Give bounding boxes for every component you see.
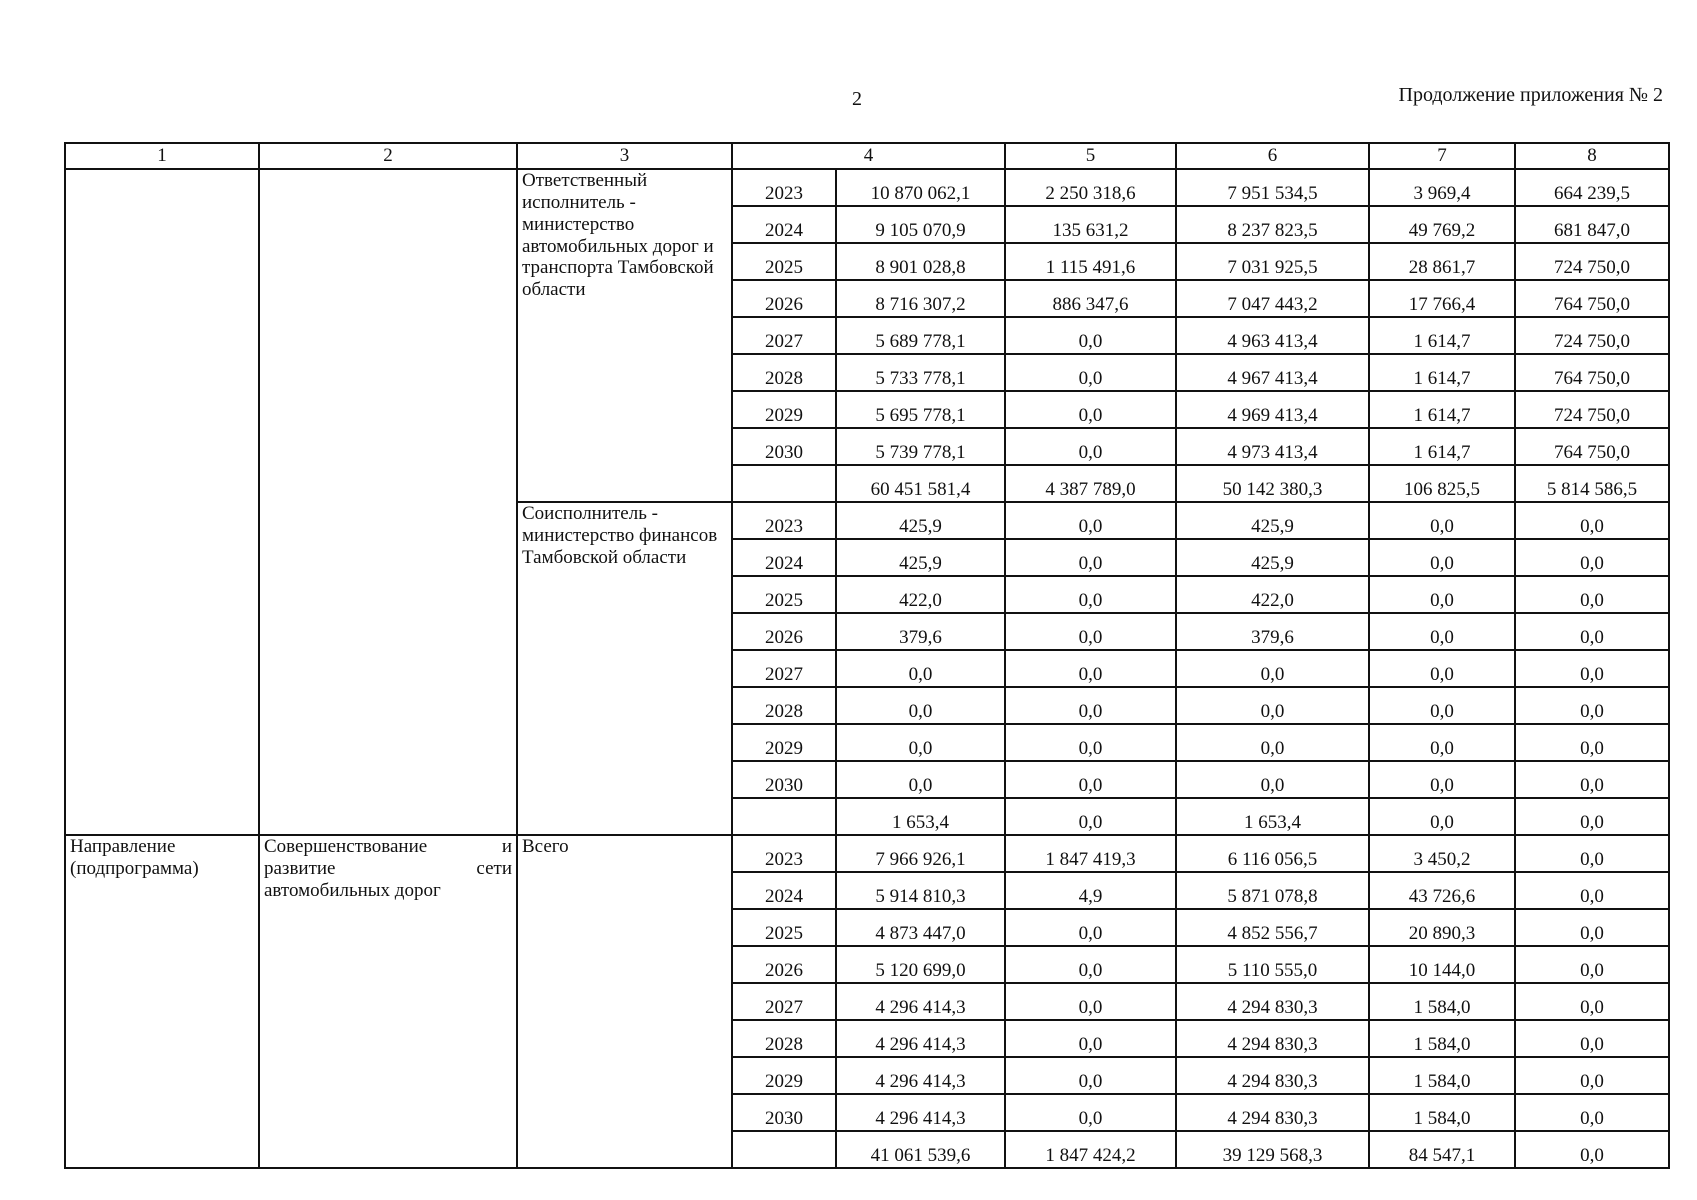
value-col8: 0,0 [1515,1094,1669,1131]
value-col5: 2 250 318,6 [1005,169,1176,206]
value-col4: 10 870 062,1 [836,169,1005,206]
value-col8: 0,0 [1515,1057,1669,1094]
year-cell: 2026 [732,613,836,650]
value-col8: 0,0 [1515,687,1669,724]
value-col6: 4 969 413,4 [1176,391,1369,428]
year-cell: 2024 [732,872,836,909]
year-cell: 2030 [732,428,836,465]
value-col6: 1 653,4 [1176,798,1369,835]
value-col7: 17 766,4 [1369,280,1515,317]
value-col5: 0,0 [1005,650,1176,687]
value-col5: 0,0 [1005,317,1176,354]
value-col7: 1 614,7 [1369,354,1515,391]
value-col8: 764 750,0 [1515,428,1669,465]
value-col6: 8 237 823,5 [1176,206,1369,243]
executor-cell: Соисполнитель - министерство финансов Тамбовской области [517,502,732,835]
year-cell: 2025 [732,243,836,280]
value-col7: 20 890,3 [1369,909,1515,946]
value-col7: 1 584,0 [1369,1057,1515,1094]
value-col5: 4,9 [1005,872,1176,909]
table-row [65,835,1669,872]
year-cell: 2023 [732,169,836,206]
value-col4: 0,0 [836,761,1005,798]
year-cell: 2027 [732,317,836,354]
col-header-1: 1 [65,143,259,169]
value-col4: 8 716 307,2 [836,280,1005,317]
value-col5: 0,0 [1005,502,1176,539]
value-col8: 0,0 [1515,650,1669,687]
name-cell [259,169,517,835]
value-col7: 1 584,0 [1369,1020,1515,1057]
value-col7: 84 547,1 [1369,1131,1515,1168]
table-row [65,169,1669,206]
direction-cell: Направление (подпрограмма) [65,835,259,1168]
value-col8: 0,0 [1515,1020,1669,1057]
year-cell: 2026 [732,946,836,983]
value-col8: 0,0 [1515,539,1669,576]
value-col8: 664 239,5 [1515,169,1669,206]
value-col4: 379,6 [836,613,1005,650]
value-col4: 5 733 778,1 [836,354,1005,391]
value-col8: 0,0 [1515,946,1669,983]
page-number: 2 [852,88,862,110]
value-col4: 4 296 414,3 [836,983,1005,1020]
value-col5: 0,0 [1005,428,1176,465]
col-header-6: 6 [1176,143,1369,169]
value-col4: 5 689 778,1 [836,317,1005,354]
year-cell: 2028 [732,687,836,724]
value-col7: 0,0 [1369,502,1515,539]
value-col8: 0,0 [1515,761,1669,798]
value-col4: 5 739 778,1 [836,428,1005,465]
value-col5: 1 847 424,2 [1005,1131,1176,1168]
value-col8: 0,0 [1515,724,1669,761]
value-col8: 5 814 586,5 [1515,465,1669,502]
value-col5: 1 847 419,3 [1005,835,1176,872]
value-col5: 1 115 491,6 [1005,243,1176,280]
value-col7: 0,0 [1369,613,1515,650]
value-col6: 5 110 555,0 [1176,946,1369,983]
year-cell: 2025 [732,909,836,946]
value-col7: 106 825,5 [1369,465,1515,502]
value-col8: 681 847,0 [1515,206,1669,243]
value-col5: 0,0 [1005,539,1176,576]
value-col5: 0,0 [1005,613,1176,650]
value-col6: 6 116 056,5 [1176,835,1369,872]
value-col4: 9 105 070,9 [836,206,1005,243]
column-number-header [65,143,1669,169]
executor-cell: Всего [517,835,732,1168]
value-col7: 10 144,0 [1369,946,1515,983]
value-col6: 425,9 [1176,502,1369,539]
value-col7: 1 614,7 [1369,317,1515,354]
value-col5: 0,0 [1005,687,1176,724]
value-col5: 0,0 [1005,391,1176,428]
value-col6: 425,9 [1176,539,1369,576]
value-col8: 0,0 [1515,798,1669,835]
value-col7: 0,0 [1369,687,1515,724]
value-col6: 5 871 078,8 [1176,872,1369,909]
value-col5: 0,0 [1005,1094,1176,1131]
year-cell [732,798,836,835]
value-col4: 0,0 [836,687,1005,724]
name-cell [259,835,517,1168]
value-col7: 0,0 [1369,798,1515,835]
value-col5: 886 347,6 [1005,280,1176,317]
value-col6: 422,0 [1176,576,1369,613]
col-header-2: 2 [259,143,517,169]
year-cell: 2028 [732,354,836,391]
year-cell: 2029 [732,1057,836,1094]
value-col5: 0,0 [1005,798,1176,835]
year-cell: 2027 [732,983,836,1020]
value-col7: 0,0 [1369,650,1515,687]
value-col7: 1 614,7 [1369,391,1515,428]
table-body [65,169,1669,1168]
value-col4: 5 120 699,0 [836,946,1005,983]
value-col4: 7 966 926,1 [836,835,1005,872]
value-col4: 425,9 [836,539,1005,576]
value-col6: 4 967 413,4 [1176,354,1369,391]
value-col6: 4 973 413,4 [1176,428,1369,465]
appendix-continuation-label: Продолжение приложения № 2 [1398,84,1663,106]
value-col7: 28 861,7 [1369,243,1515,280]
value-col5: 0,0 [1005,1057,1176,1094]
value-col5: 135 631,2 [1005,206,1176,243]
value-col4: 4 873 447,0 [836,909,1005,946]
value-col6: 4 963 413,4 [1176,317,1369,354]
value-col5: 0,0 [1005,909,1176,946]
value-col8: 0,0 [1515,872,1669,909]
value-col4: 0,0 [836,724,1005,761]
year-cell: 2029 [732,391,836,428]
value-col5: 0,0 [1005,761,1176,798]
value-col4: 0,0 [836,650,1005,687]
value-col4: 4 296 414,3 [836,1094,1005,1131]
value-col6: 379,6 [1176,613,1369,650]
value-col4: 41 061 539,6 [836,1131,1005,1168]
value-col4: 60 451 581,4 [836,465,1005,502]
value-col5: 4 387 789,0 [1005,465,1176,502]
name-line: Совершенствование и [264,836,512,857]
value-col7: 3 450,2 [1369,835,1515,872]
value-col6: 4 852 556,7 [1176,909,1369,946]
value-col8: 0,0 [1515,983,1669,1020]
value-col7: 1 584,0 [1369,983,1515,1020]
value-col5: 0,0 [1005,354,1176,391]
value-col8: 0,0 [1515,909,1669,946]
year-cell: 2023 [732,502,836,539]
year-cell [732,1131,836,1168]
value-col5: 0,0 [1005,724,1176,761]
value-col8: 724 750,0 [1515,317,1669,354]
year-cell: 2024 [732,539,836,576]
value-col8: 0,0 [1515,502,1669,539]
value-col8: 0,0 [1515,835,1669,872]
value-col5: 0,0 [1005,946,1176,983]
value-col7: 1 614,7 [1369,428,1515,465]
value-col8: 0,0 [1515,576,1669,613]
value-col6: 0,0 [1176,650,1369,687]
value-col8: 724 750,0 [1515,391,1669,428]
value-col6: 4 294 830,3 [1176,1094,1369,1131]
direction-cell [65,169,259,835]
value-col6: 0,0 [1176,724,1369,761]
value-col6: 0,0 [1176,761,1369,798]
value-col7: 3 969,4 [1369,169,1515,206]
value-col6: 7 031 925,5 [1176,243,1369,280]
col-header-5: 5 [1005,143,1176,169]
value-col7: 0,0 [1369,539,1515,576]
year-cell: 2030 [732,1094,836,1131]
value-col4: 425,9 [836,502,1005,539]
value-col5: 0,0 [1005,983,1176,1020]
name-line: развитие сети [264,857,512,879]
year-cell: 2030 [732,761,836,798]
value-col8: 764 750,0 [1515,354,1669,391]
value-col6: 7 047 443,2 [1176,280,1369,317]
value-col6: 7 951 534,5 [1176,169,1369,206]
year-cell: 2024 [732,206,836,243]
value-col6: 50 142 380,3 [1176,465,1369,502]
value-col6: 39 129 568,3 [1176,1131,1369,1168]
value-col4: 4 296 414,3 [836,1057,1005,1094]
col-header-7: 7 [1369,143,1515,169]
value-col4: 422,0 [836,576,1005,613]
value-col5: 0,0 [1005,576,1176,613]
year-cell: 2028 [732,1020,836,1057]
value-col6: 4 294 830,3 [1176,1020,1369,1057]
value-col5: 0,0 [1005,1020,1176,1057]
value-col4: 5 914 810,3 [836,872,1005,909]
year-cell: 2026 [732,280,836,317]
budget-table [64,142,1670,1169]
value-col7: 43 726,6 [1369,872,1515,909]
value-col8: 724 750,0 [1515,243,1669,280]
year-cell: 2027 [732,650,836,687]
value-col4: 1 653,4 [836,798,1005,835]
value-col8: 0,0 [1515,613,1669,650]
value-col6: 0,0 [1176,687,1369,724]
value-col4: 5 695 778,1 [836,391,1005,428]
col-header-4: 4 [732,143,1005,169]
year-cell [732,465,836,502]
value-col7: 0,0 [1369,576,1515,613]
value-col6: 4 294 830,3 [1176,1057,1369,1094]
name-line: автомобильных дорог [264,879,441,901]
value-col8: 764 750,0 [1515,280,1669,317]
value-col7: 1 584,0 [1369,1094,1515,1131]
year-cell: 2029 [732,724,836,761]
year-cell: 2025 [732,576,836,613]
executor-cell: Ответственный исполнитель - министерство автомобильных дорог и транспорта Тамбовской области [517,169,732,502]
col-header-3: 3 [517,143,732,169]
year-cell: 2023 [732,835,836,872]
value-col8: 0,0 [1515,1131,1669,1168]
value-col7: 49 769,2 [1369,206,1515,243]
col-header-8: 8 [1515,143,1669,169]
value-col6: 4 294 830,3 [1176,983,1369,1020]
value-col7: 0,0 [1369,724,1515,761]
value-col7: 0,0 [1369,761,1515,798]
value-col4: 4 296 414,3 [836,1020,1005,1057]
value-col4: 8 901 028,8 [836,243,1005,280]
